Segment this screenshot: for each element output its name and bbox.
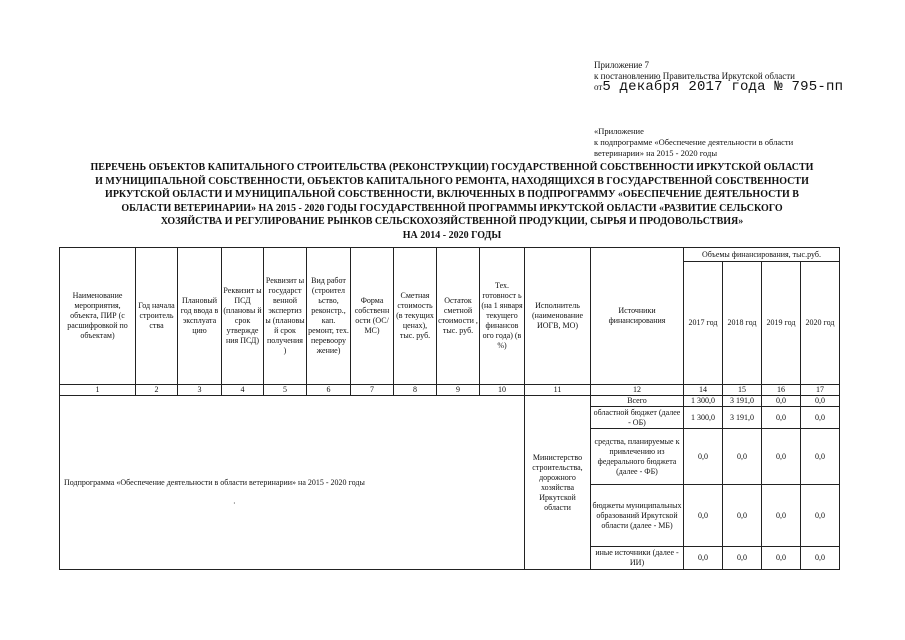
column-number: 6	[307, 385, 351, 396]
value-cell: 1 300,0	[684, 396, 723, 407]
scan-speck: ·	[233, 499, 236, 508]
header-year-2019: 2019 год	[762, 262, 801, 385]
column-number: 16	[762, 385, 801, 396]
appendix-7-header	[594, 60, 843, 93]
header-name: Наименование мероприятия, объекта, ПИР (с расшифровкой по объектам)	[60, 248, 136, 385]
value-cell: 0,0	[723, 429, 762, 485]
header-row-1	[60, 248, 840, 262]
value-cell: 0,0	[762, 485, 801, 547]
value-cell: 3 191,0	[723, 407, 762, 429]
title-line-6: НА 2014 - 2020 ГОДЫ	[402, 229, 502, 241]
source-regional-budget: областной бюджет (далее - ОБ)	[591, 407, 684, 429]
appendix-7-resolution: к постановлению Правительства Иркутской области	[594, 71, 795, 81]
value-cell: 0,0	[801, 485, 840, 547]
value-cell: 0,0	[801, 547, 840, 570]
value-cell: 0,0	[801, 396, 840, 407]
column-number: 8	[394, 385, 437, 396]
document-title	[52, 161, 852, 242]
subprogram-appendix-ref: к подпрограмме «Обеспечение деятельности в области	[594, 137, 794, 147]
header-estimate: Сметная стоимость (в текущих ценах), тыс. руб.	[394, 248, 437, 385]
value-cell: 0,0	[684, 429, 723, 485]
value-cell: 0,0	[762, 407, 801, 429]
subprogram-appendix-years: ветеринарии» на 2015 - 2020 годы	[594, 148, 718, 158]
decree-date-number: 5 декабря 2017 года № 795-пп	[602, 79, 844, 95]
header-expertise: Реквизит ы государст венной экспертиз ы (плановы й срок получения )	[264, 248, 307, 385]
appendix-7-decree-line	[594, 79, 844, 95]
header-remaining: Остаток сметной стоимости , тыс. руб.	[437, 248, 480, 385]
value-cell: 0,0	[723, 547, 762, 570]
title-line-3: ИРКУТСКОЙ ОБЛАСТИ И МУНИЦИПАЛЬНОЙ СОБСТВЕННОСТИ, ВКЛЮЧЕННЫХ В ПОДПРОГРАММУ «ОБЕСПЕЧЕНИЕ ДЕЯТЕЛЬНОСТИ В	[105, 189, 799, 200]
capital-objects-table	[59, 247, 840, 570]
header-sources: Источники финансирования	[591, 248, 684, 385]
table-row	[60, 396, 840, 407]
value-cell: 0,0	[684, 547, 723, 570]
column-number: 10	[480, 385, 525, 396]
value-cell: 0,0	[762, 547, 801, 570]
value-cell: 0,0	[684, 485, 723, 547]
value-cell: 1 300,0	[684, 407, 723, 429]
column-number: 2	[136, 385, 178, 396]
header-year-2018: 2018 год	[723, 262, 762, 385]
value-cell: 0,0	[762, 429, 801, 485]
subprogram-name: Подпрограмма «Обеспечение деятельности в области ветеринарии» на 2015 - 2020 годы	[60, 396, 525, 570]
title-line-4: ОБЛАСТИ ВЕТЕРИНАРИИ» НА 2015 - 2020 ГОДЫ ГОСУДАРСТВЕННОЙ ПРОГРАММЫ ИРКУТСКОЙ ОБЛАСТИ «РАЗВИТИЕ СЕЛЬСКОГО	[121, 202, 783, 214]
column-number: 1	[60, 385, 136, 396]
column-number-row	[60, 385, 840, 396]
header-psd: Реквизит ы ПСД (плановы й срок утвержде ния ПСД)	[222, 248, 264, 385]
header-start-year: Год начала строитель ства	[136, 248, 178, 385]
header-work-type: Вид работ (строител ьство, реконстр., кап. ремонт, тех. перевоору жение)	[307, 248, 351, 385]
column-number: 3	[178, 385, 222, 396]
appendix-7-label: Приложение 7	[594, 60, 650, 70]
column-number: 14	[684, 385, 723, 396]
column-number: 12	[591, 385, 684, 396]
header-year-2017: 2017 год	[684, 262, 723, 385]
subprogram-appendix-header	[594, 126, 824, 159]
source-total: Всего	[591, 396, 684, 407]
column-number: 7	[351, 385, 394, 396]
header-ownership: Форма собственн ости (ОС/МС)	[351, 248, 394, 385]
column-number: 15	[723, 385, 762, 396]
value-cell: 0,0	[723, 485, 762, 547]
executor-cell: Министерство строительства, дорожного хозяйства Иркутской области	[525, 396, 591, 570]
subprogram-appendix-label: «Приложение	[594, 126, 644, 136]
decree-prefix: от	[594, 82, 603, 92]
column-number: 5	[264, 385, 307, 396]
header-year-2020: 2020 год	[801, 262, 840, 385]
source-other: иные источники (далее - ИИ)	[591, 547, 684, 570]
header-funding-group: Объемы финансирования, тыс.руб.	[684, 248, 840, 262]
column-number: 11	[525, 385, 591, 396]
value-cell: 0,0	[801, 429, 840, 485]
column-number: 17	[801, 385, 840, 396]
column-number: 9	[437, 385, 480, 396]
header-commission-year: Плановый год ввода в эксплуата цию	[178, 248, 222, 385]
value-cell: 3 191,0	[723, 396, 762, 407]
value-cell: 0,0	[801, 407, 840, 429]
title-line-1: ПЕРЕЧЕНЬ ОБЪЕКТОВ КАПИТАЛЬНОГО СТРОИТЕЛЬСТВА (РЕКОНСТРУКЦИИ) ГОСУДАРСТВЕННОЙ СОБСТВЕННОСТИ ИРКУТСКОЙ ОБЛАСТИ	[90, 162, 814, 173]
value-cell: 0,0	[762, 396, 801, 407]
source-municipal-budget: бюджеты муниципальных образований Иркутской области (далее - МБ)	[591, 485, 684, 547]
title-line-2: И МУНИЦИПАЛЬНОЙ СОБСТВЕННОСТИ, ОБЪЕКТОВ КАПИТАЛЬНОГО РЕМОНТА, НАХОДЯЩИХСЯ В ГОСУДАРСТВЕННОЙ СОБСТВЕННОСТИ	[95, 175, 809, 187]
title-line-5: ХОЗЯЙСТВА И РЕГУЛИРОВАНИЕ РЫНКОВ СЕЛЬСКОХОЗЯЙСТВЕННОЙ ПРОДУКЦИИ, СЫРЬЯ И ПРОДОВОЛЬСТВИЯ»	[160, 216, 744, 227]
column-number: 4	[222, 385, 264, 396]
header-executor: Исполнитель (наименование ИОГВ, МО)	[525, 248, 591, 385]
header-readiness: Тех. готовност ь (на 1 января текущего финансов ого года) (в %)	[480, 248, 525, 385]
source-federal-budget: средства, планируемые к привлечению из федерального бюджета (далее - ФБ)	[591, 429, 684, 485]
